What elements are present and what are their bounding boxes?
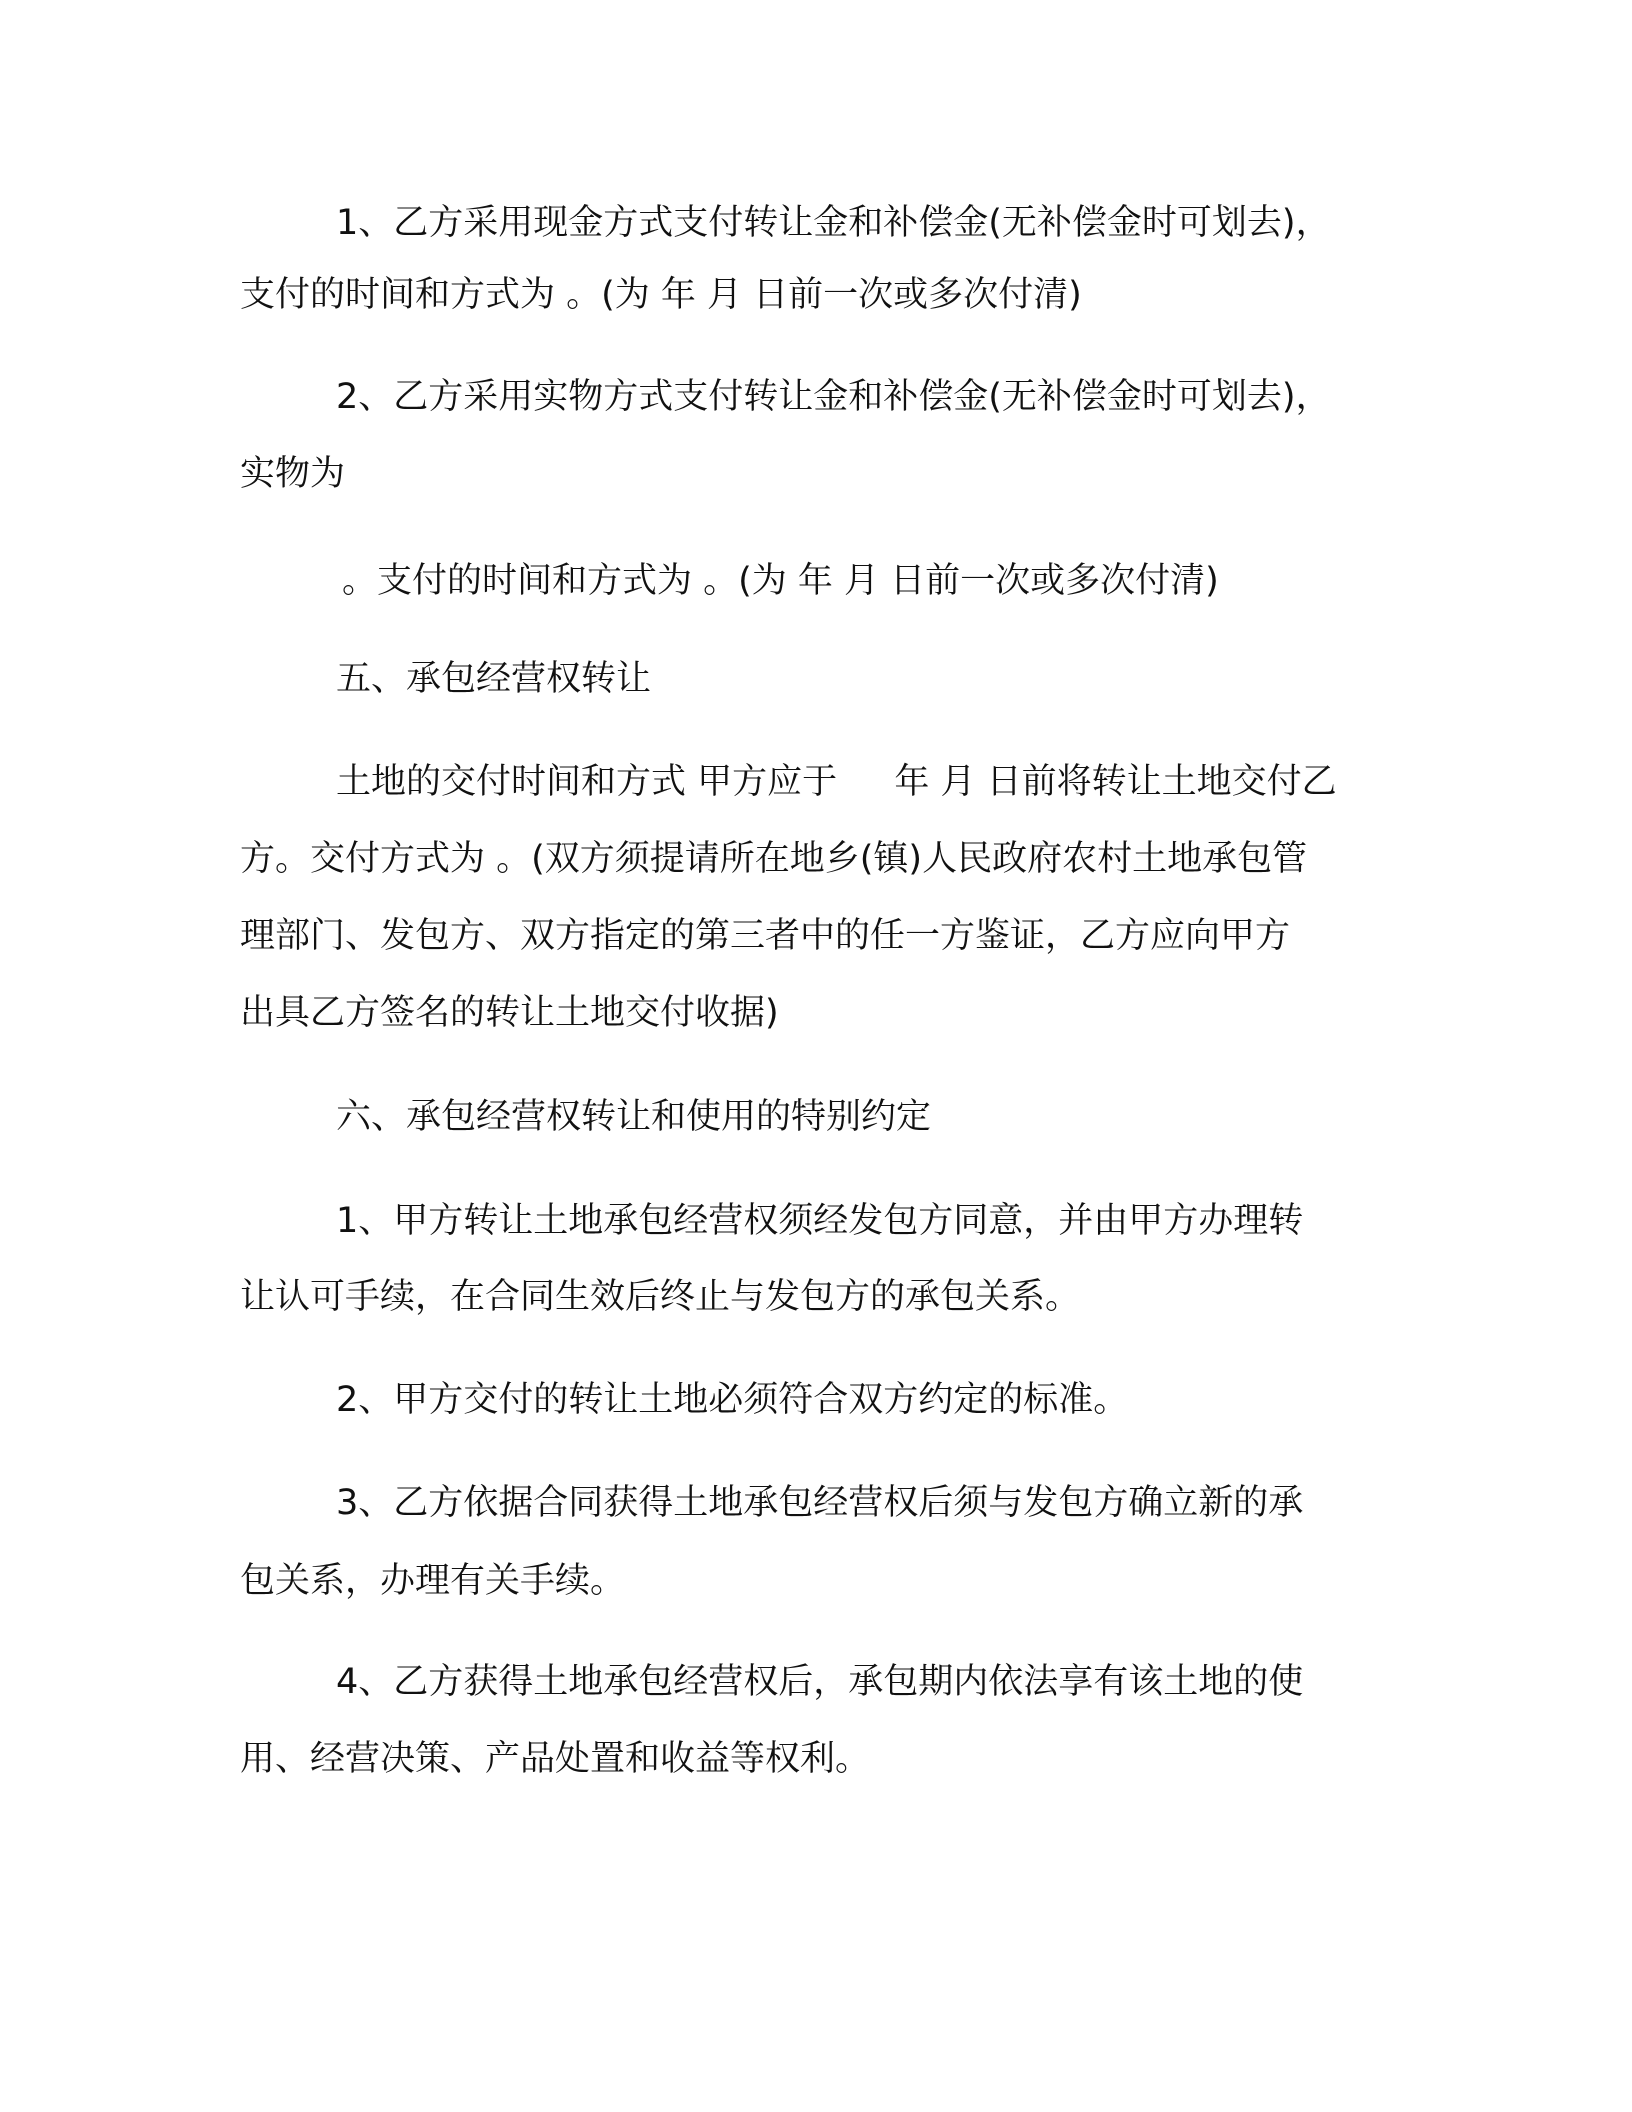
paragraph-5-line-1: 土地的交付时间和方式 甲方应于 年 月 日前将转让土地交付乙 [336,762,1337,802]
paragraph-1-line-2: 支付的时间和方式为 。(为 年 月 日前一次或多次付清) [240,275,1082,315]
paragraph-5-line-3: 理部门、发包方、双方指定的第三者中的任一方鉴证，乙方应向甲方 [240,916,1291,956]
paragraph-2-line-2: 实物为 [240,454,346,494]
section-heading-6: 六、承包经营权转让和使用的特别约定 [336,1097,932,1137]
section-heading-5: 五、承包经营权转让 [336,659,652,699]
paragraph-10-line-1: 4、乙方获得土地承包经营权后，承包期内依法享有该土地的使 [336,1662,1304,1702]
paragraph-8-line-1: 2、甲方交付的转让土地必须符合双方约定的标准。 [336,1380,1129,1420]
paragraph-9-line-1: 3、乙方依据合同获得土地承包经营权后须与发包方确立新的承 [336,1483,1304,1523]
paragraph-7-line-2: 让认可手续，在合同生效后终止与发包方的承包关系。 [240,1277,1081,1317]
paragraph-2-line-1: 2、乙方采用实物方式支付转让金和补偿金(无补偿金时可划去)， [336,377,1331,417]
paragraph-7-line-1: 1、甲方转让土地承包经营权须经发包方同意，并由甲方办理转 [336,1201,1304,1241]
paragraph-5-line-4: 出具乙方签名的转让土地交付收据) [240,993,779,1033]
paragraph-5-line-2: 方。交付方式为 。(双方须提请所在地乡(镇)人民政府农村土地承包管 [240,839,1308,879]
paragraph-10-line-2: 用、经营决策、产品处置和收益等权利。 [240,1739,871,1779]
paragraph-1-line-1: 1、乙方采用现金方式支付转让金和补偿金(无补偿金时可划去)， [336,203,1331,243]
paragraph-9-line-2: 包关系，办理有关手续。 [240,1561,626,1601]
paragraph-3-line-1: 。支付的时间和方式为 。(为 年 月 日前一次或多次付清) [342,561,1219,601]
